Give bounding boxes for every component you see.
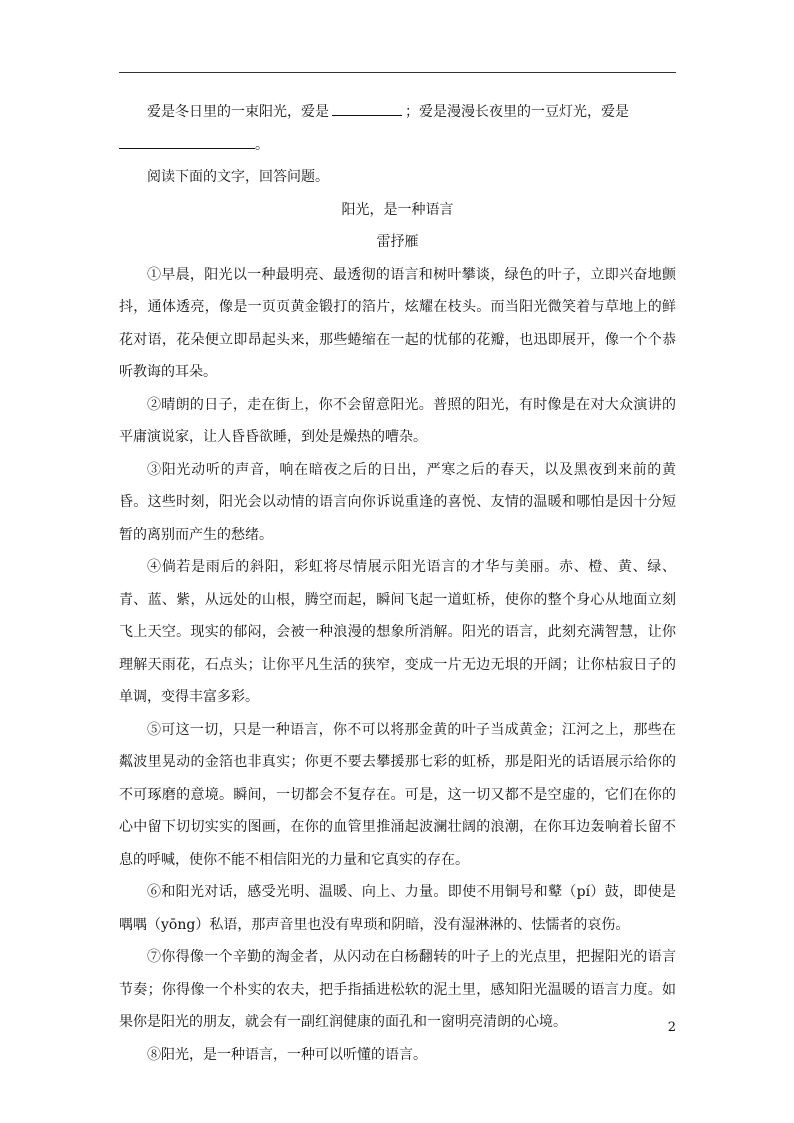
article-title: 阳光，是一种语言 xyxy=(341,201,454,218)
page-content xyxy=(119,96,676,1071)
article-paragraph-4: ④倘若是雨后的斜阳，彩虹将尽情展示阳光语言的才华与美丽。赤、橙、黄、绿、青、蓝、紫，从远处的山根，腾空而起，瞬间飞起一道虹桥，使你的整个身心从地面立刻飞上天空。现实的郁闷，会被一种浪漫的想象所消解。阳光的语言，此刻充满智慧，让你理解天雨花，石点头；让你平凡生活的狭窄，变成一片无边无垠的开阔；让你枯寂日子的单调，变得丰富多彩。 xyxy=(119,559,676,705)
page-number: 2 xyxy=(667,1020,676,1035)
article-author: 雷抒雁 xyxy=(376,234,419,250)
article-paragraph-1: ①早晨，阳光以一种最明亮、最透彻的语言和树叶攀谈，绿色的叶子，立即兴奋地颤抖，通体透亮，像是一页页黄金锻打的箔片，炫耀在枝头。而当阳光微笑着与草地上的鲜花对语，花朵便立即昂起头来，那些蜷缩在一起的忧郁的花瓣，也迅即展开，像一个个恭听教诲的耳朵。 xyxy=(119,266,676,380)
article-paragraph-3: ③阳光动听的声音，响在暗夜之后的日出，严寒之后的春天，以及黑夜到来前的黄昏。这些时刻，阳光会以动情的语言向你诉说重逢的喜悦、友情的温暖和哪怕是因十分短暂的离别而产生的愁绪。 xyxy=(119,461,676,543)
article-paragraph-2: ②晴朗的日子，走在街上，你不会留意阳光。普照的阳光，有时像是在对大众演讲的平庸演说家，让人昏昏欲睡，到处是燥热的嘈杂。 xyxy=(119,396,676,445)
question-text-end: 。 xyxy=(255,136,269,153)
answer-blank-1 xyxy=(332,97,402,116)
fill-in-question xyxy=(119,96,676,161)
article-paragraph-6: ⑥和阳光对话，感受光明、温暖、向上、力量。即使不用铜号和鼙（pí）鼓，即使是喁喁（yōng）私语，那声音里也没有卑琐和阴暗，没有湿淋淋的、怯懦者的哀伤。 xyxy=(119,884,676,933)
article-paragraph-8: ⑧阳光，是一种语言，一种可以听懂的语言。 xyxy=(147,1046,427,1063)
article-paragraph-7: ⑦你得像一个辛勤的淘金者，从闪动在白杨翻转的叶子上的光点里，把握阳光的语言节奏；你得像一个朴实的农夫，把手指插进松软的泥土里，感知阳光温暖的语言力度。如果你是阳光的朋友，就会有一副红润健康的面孔和一窗明亮清朗的心境。 xyxy=(119,949,676,1030)
answer-blank-2 xyxy=(119,130,255,149)
reading-instruction: 阅读下面的文字，回答问题。 xyxy=(147,169,329,185)
article-paragraph-5: ⑤可这一切，只是一种语言，你不可以将那金黄的叶子当成黄金；江河之上，那些在粼波里晃动的金箔也非真实；你更不要去攀援那七彩的虹桥，那是阳光的话语展示给你的不可琢磨的意境。瞬间，一切都会不复存在。可是，这一切又都不是空虚的，它们在你的心中留下切切实实的图画，在你的血管里推涌起波澜壮阔的浪潮，在你耳边轰响着长留不息的呼喊，使你不能不相信阳光的力量和它真实的存在。 xyxy=(119,721,676,868)
question-text-2: ；爱是漫漫长夜里的一豆灯光，爱是 xyxy=(405,104,629,120)
header-rule xyxy=(119,72,676,73)
question-text-1: 爱是冬日里的一束阳光，爱是 xyxy=(147,104,329,120)
